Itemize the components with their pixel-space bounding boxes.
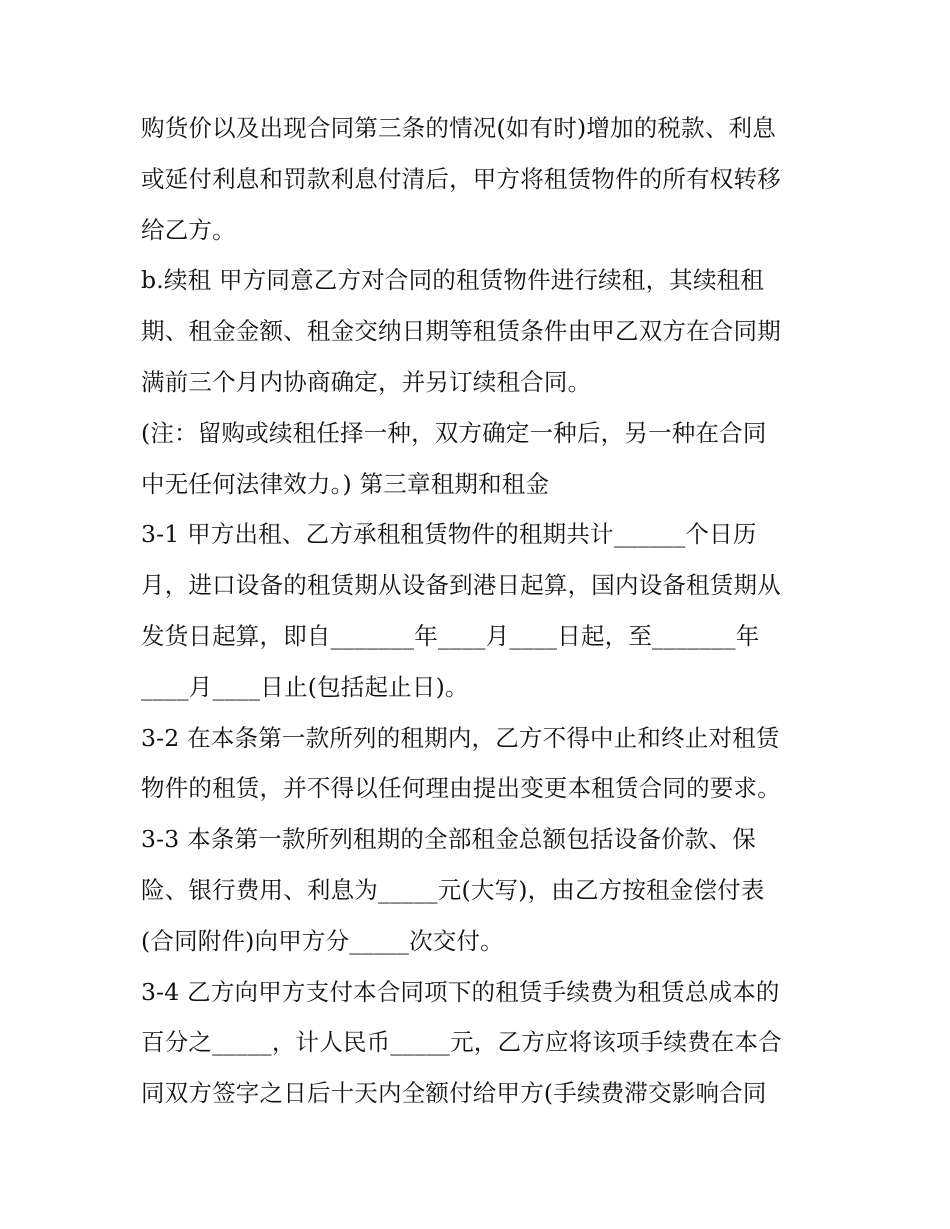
text-line: 期、租金金额、租金交纳日期等租赁条件由甲乙双方在合同期: [141, 317, 781, 346]
text-line: 3-1 甲方出租、乙方承租租赁物件的租期共计______个日历: [141, 520, 757, 549]
text-line: 同双方签字之日后十天内全额付给甲方(手续费滞交影响合同: [141, 1079, 767, 1108]
text-line: 3-4 乙方向甲方支付本合同项下的租赁手续费为租赁总成本的: [141, 977, 780, 1006]
text-line: 3-3 本条第一款所列租期的全部租金总额包括设备价款、保: [141, 825, 756, 854]
text-line: (注：留购或续租任择一种，双方确定一种后，另一种在合同: [141, 418, 767, 447]
text-line: 或延付利息和罚款利息付清后，甲方将租赁物件的所有权转移: [141, 164, 781, 193]
text-line: 月，进口设备的租赁期从设备到港日起算，国内设备租赁期从: [141, 571, 781, 600]
text-line: ____月____日止(包括起止日)。: [141, 672, 469, 701]
text-line: 中无任何法律效力。) 第三章租期和租金: [141, 469, 550, 498]
text-line: 险、银行费用、利息为_____元(大写)，由乙方按租金偿付表: [141, 875, 765, 904]
text-line: (合同附件)向甲方分_____次交付。: [141, 926, 504, 955]
text-line: 百分之_____，计人民币_____元，乙方应将该项手续费在本合: [141, 1028, 782, 1057]
text-line: 3-2 在本条第一款所列的租期内，乙方不得中止和终止对租赁: [141, 723, 780, 752]
document-body: [141, 103, 821, 1119]
text-line: 满前三个月内协商确定，并另订续租合同。: [141, 367, 592, 396]
text-line: 发货日起算，即自_______年____月____日起，至_______年: [141, 621, 760, 650]
text-line: 给乙方。: [141, 215, 236, 244]
text-line: 物件的租赁，并不得以任何理由提出变更本租赁合同的要求。: [141, 774, 781, 803]
text-line: b.续租 甲方同意乙方对合同的租赁物件进行续租，其续租租: [141, 266, 765, 295]
text-line: 购货价以及出现合同第三条的情况(如有时)增加的税款、利息: [141, 114, 776, 142]
